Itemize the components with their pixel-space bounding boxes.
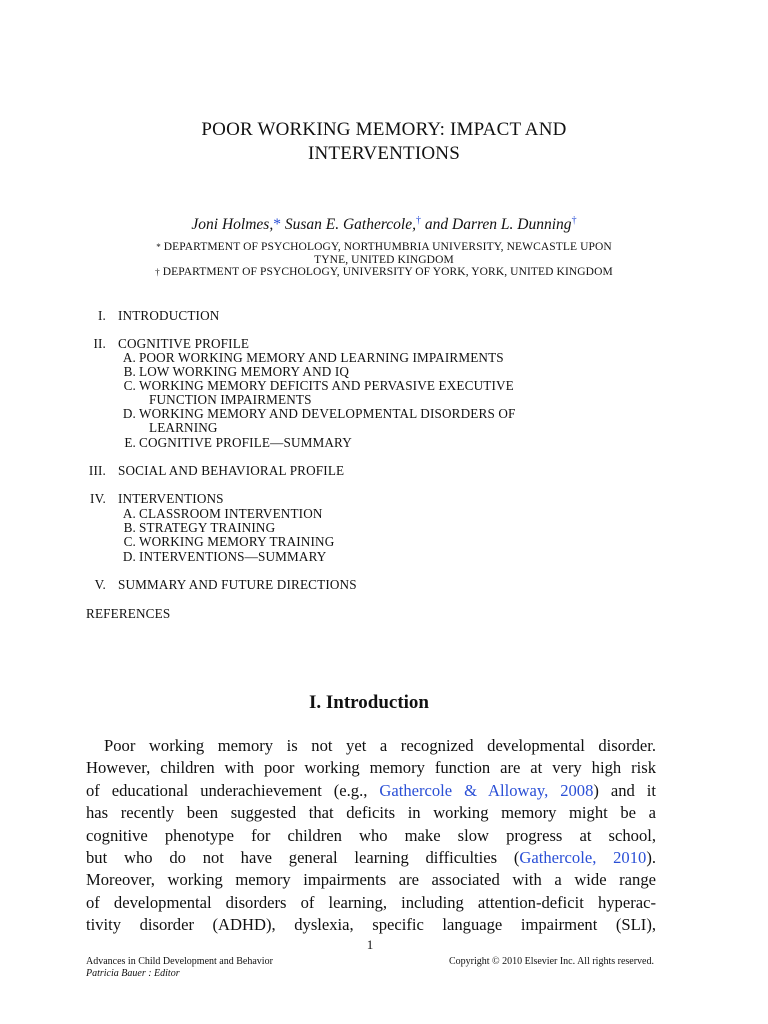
body-line: but who do not have general learning difficulties (Gathercole, 2010). [86, 848, 656, 868]
toc-letter: D. [122, 406, 136, 421]
author-mark-dagger[interactable]: † [571, 215, 577, 226]
author-joiner: and [424, 216, 449, 234]
body-line: tivity disorder (ADHD), dyslexia, specific language impairment (SLI), [86, 915, 656, 935]
affiliation-1 [80, 241, 688, 267]
affiliation-text: DEPARTMENT OF PSYCHOLOGY, UNIVERSITY OF YORK, YORK, UNITED KINGDOM [162, 266, 613, 278]
affiliation-mark: † [155, 267, 160, 277]
toc-label: WORKING MEMORY TRAINING [139, 534, 335, 549]
toc-letter: C. [123, 378, 136, 393]
affiliation-2 [80, 266, 688, 279]
toc-number: II. [93, 336, 106, 351]
toc-label: WORKING MEMORY AND DEVELOPMENTAL DISORDERS OF [139, 406, 516, 421]
author-dunning: Darren L. Dunning [452, 216, 572, 234]
body-line: of educational underachievement (e.g., Gathercole & Alloway, 2008) and it [86, 780, 656, 800]
author-holmes: Joni Holmes, [191, 216, 274, 234]
affiliation-text: TYNE, UNITED KINGDOM [314, 254, 454, 266]
body-line: However, children with poor working memory function are at very high risk [86, 758, 656, 778]
toc-label-continued: LEARNING [149, 420, 218, 435]
body-line: Poor working memory is not yet a recognized developmental disorder. [104, 736, 656, 755]
toc-label: COGNITIVE PROFILE [118, 336, 250, 351]
section-heading: I. Introduction [308, 692, 429, 713]
toc-label: STRATEGY TRAINING [139, 520, 276, 535]
toc-label: COGNITIVE PROFILE—SUMMARY [139, 435, 352, 450]
body-paragraph [86, 735, 656, 937]
toc-number: V. [94, 577, 106, 592]
toc-label: INTRODUCTION [118, 308, 220, 323]
toc-label: SOCIAL AND BEHAVIORAL PROFILE [118, 463, 345, 478]
toc-label: WORKING MEMORY DEFICITS AND PERVASIVE EXECUTIVE [139, 378, 514, 393]
toc-letter: B. [123, 520, 136, 535]
citation-link[interactable]: Gathercole & Alloway, 2008 [379, 780, 594, 800]
author-gathercole: Susan E. Gathercole, [284, 216, 416, 234]
toc-letter: A. [122, 506, 136, 521]
toc-number: IV. [90, 491, 106, 506]
toc-label: INTERVENTIONS—SUMMARY [139, 549, 327, 564]
toc-letter: C. [123, 534, 136, 549]
author-mark-star[interactable]: * [273, 216, 281, 234]
toc-label: LOW WORKING MEMORY AND IQ [139, 364, 350, 379]
toc-label-continued: FUNCTION IMPAIRMENTS [149, 392, 312, 407]
author-line [0, 215, 768, 234]
footer-editor: Patricia Bauer : Editor [86, 967, 180, 979]
body-line: Moreover, working memory impairments are associated with a wide range [86, 870, 656, 890]
toc-letter: A. [122, 350, 136, 365]
body-line: has recently been suggested that deficits in working memory might be a [86, 803, 656, 823]
title-line-1: POOR WORKING MEMORY: IMPACT AND [201, 119, 567, 140]
toc-references[interactable]: REFERENCES [86, 606, 171, 621]
toc-number: III. [88, 463, 106, 478]
body-line: cognitive phenotype for children who make slow progress at school, [86, 825, 656, 845]
toc-label: SUMMARY AND FUTURE DIRECTIONS [118, 577, 357, 592]
body-line: of developmental disorders of learning, including attention-deficit hyperac- [86, 892, 656, 912]
toc-label: POOR WORKING MEMORY AND LEARNING IMPAIRMENTS [139, 350, 504, 365]
article-title [0, 118, 768, 166]
page-number: 1 [366, 937, 374, 952]
citation-link[interactable]: Gathercole, 2010 [519, 848, 647, 868]
affiliation-mark: * [156, 242, 161, 252]
toc-label: INTERVENTIONS [118, 491, 224, 506]
toc-label: CLASSROOM INTERVENTION [139, 506, 323, 521]
affiliation-text: DEPARTMENT OF PSYCHOLOGY, NORTHUMBRIA UNIVERSITY, NEWCASTLE UPON [163, 241, 612, 253]
toc-number: I. [98, 308, 106, 323]
footer-series: Advances in Child Development and Behavior [86, 956, 273, 967]
author-mark-dagger[interactable]: † [416, 215, 421, 226]
toc-letter: D. [122, 549, 136, 564]
title-line-2: INTERVENTIONS [307, 143, 460, 164]
toc-letter: E. [124, 435, 136, 450]
footer-copyright: Copyright © 2010 Elsevier Inc. All rights reserved. [448, 956, 654, 967]
footer-left [86, 956, 273, 979]
toc-letter: B. [123, 364, 136, 379]
